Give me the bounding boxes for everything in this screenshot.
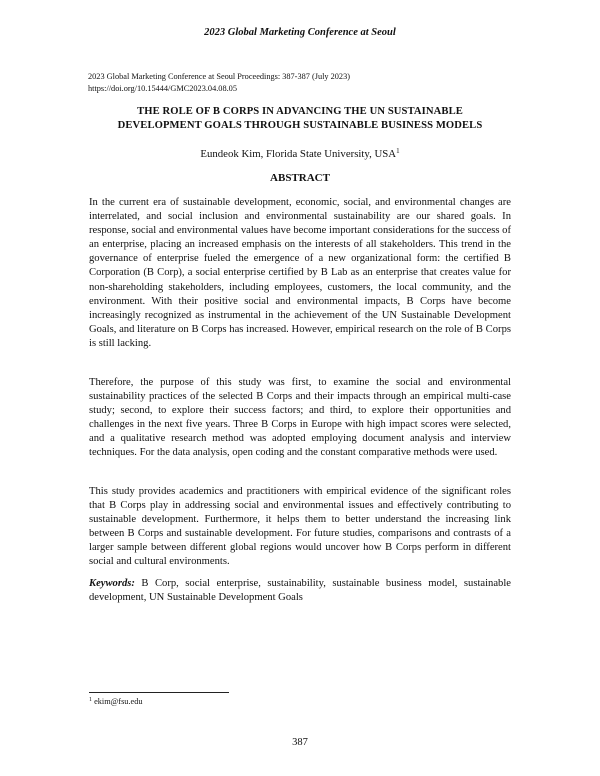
footnote-divider xyxy=(89,692,229,693)
keywords-label: Keywords: xyxy=(89,578,135,589)
paper-title-line-1: THE ROLE OF B CORPS IN ADVANCING THE UN SUSTAINABLE xyxy=(137,106,463,117)
paper-title-line-2: DEVELOPMENT GOALS THROUGH SUSTAINABLE BUSINESS MODELS xyxy=(117,120,483,131)
footnote-mark: 1 xyxy=(89,697,92,703)
doi-link[interactable]: https://doi.org/10.15444/GMC2023.04.08.05 xyxy=(88,84,237,93)
citation-block xyxy=(88,71,350,95)
abstract-paragraph-1: In the current era of sustainable development, economic, social, and environmental changes are interrelated, and social inclusion and environmental sustainability are our shared goals. In response, social and environmental values have become important considerations for the success of an enterprise, placing an increased emphasis on the interests of all stakeholders. This trend in the governance of enterprise fueled the emergence of a new organizational form: the certified B Corporation (B Corp), a social enterprise certified by B Lab as an enterprise that creates value for non-shareholding stakeholders, including employees, customers, the local community, and the environment. With their positive social and environmental impacts, B Corps have become increasingly recognized as instrumental in the achievement of the UN Sustainable Development Goals, and literature on B Corps has increased. However, empirical research on the role of B Corps is still lacking. xyxy=(89,197,511,349)
proceedings-citation: 2023 Global Marketing Conference at Seoul Proceedings: 387-387 (July 2023) xyxy=(88,72,350,81)
author-footnote-mark: 1 xyxy=(396,147,400,155)
footnote xyxy=(89,697,143,706)
keywords-text: B Corp, social enterprise, sustainability, sustainable business model, sustainable development, UN Sustainable Development Goals xyxy=(89,578,511,604)
abstract-heading: ABSTRACT xyxy=(270,172,330,184)
abstract-paragraph-3: This study provides academics and practitioners with empirical evidence of the significant roles that B Corps play in addressing social and environmental issues and effectively contributing to sustainable development. Furthermore, it helps them to better understand the increasing link between B Corps and sustainable development. For future studies, comparisons and contrasts of a larger sample between different global regions would uncover how B Corps perform in different social and cultural environments. xyxy=(89,486,511,568)
author-line xyxy=(0,148,600,160)
abstract-paragraph-2: Therefore, the purpose of this study was first, to examine the social and environmental sustainability practices of the selected B Corps and their impacts through an empirical multi-case study; second, to explore their success factors; and third, to explore their opportunities and challenges in the next five years. Three B Corps in Europe with high impact scores were selected, and a qualitative research method was adopted employing document analysis and interview techniques. For the data analysis, open coding and the constant comparative methods were used. xyxy=(89,377,511,459)
page-number: 387 xyxy=(292,737,308,748)
footnote-email: ekim@fsu.edu xyxy=(92,697,143,706)
author-name: Eundeok Kim, Florida State University, USA xyxy=(200,148,397,160)
keywords xyxy=(89,577,511,605)
running-header: 2023 Global Marketing Conference at Seoul xyxy=(204,27,396,38)
paper-title xyxy=(60,105,540,133)
